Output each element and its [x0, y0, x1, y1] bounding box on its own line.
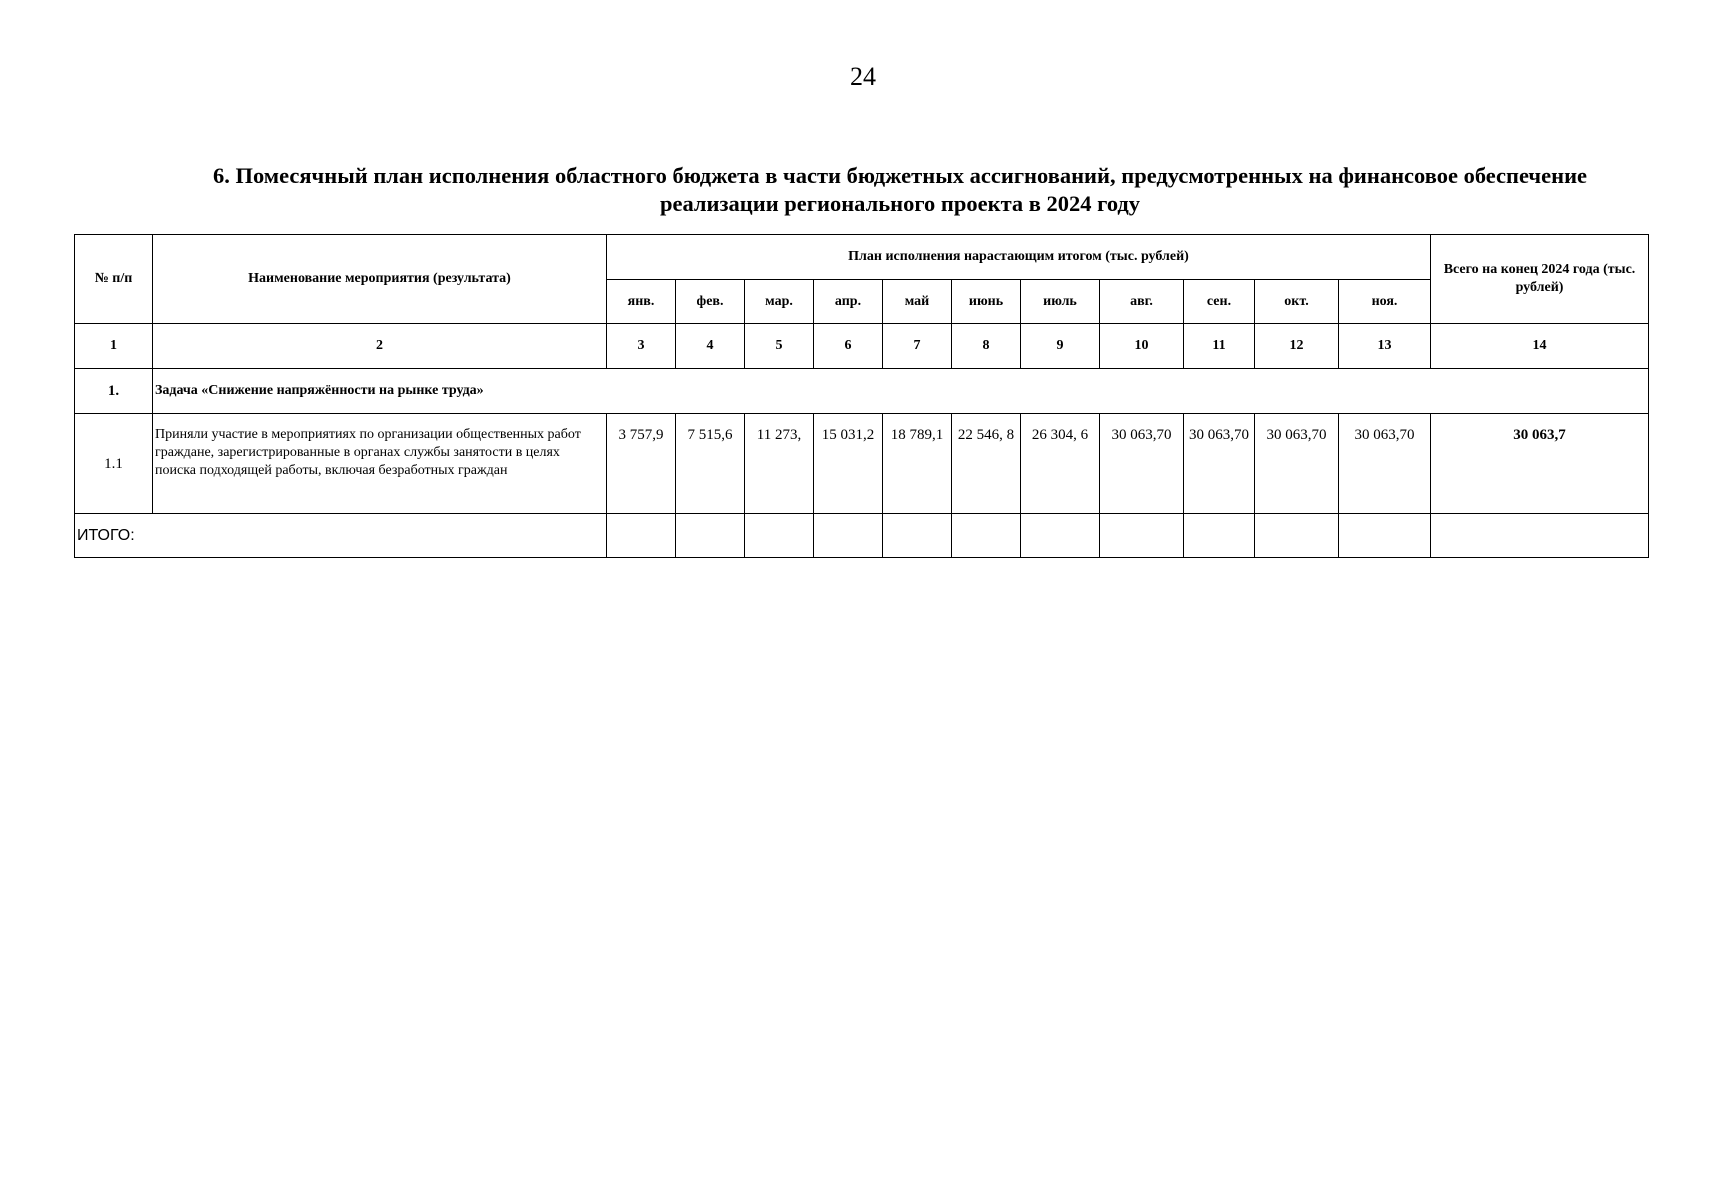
total-cell	[607, 514, 676, 558]
column-number: 11	[1184, 324, 1255, 369]
column-number: 8	[952, 324, 1021, 369]
total-cell	[952, 514, 1021, 558]
total-cell	[1100, 514, 1184, 558]
column-number: 14	[1431, 324, 1649, 369]
total-cell	[1339, 514, 1431, 558]
header-month: июль	[1021, 280, 1100, 324]
header-month: май	[883, 280, 952, 324]
column-number: 12	[1255, 324, 1339, 369]
header-month: июнь	[952, 280, 1021, 324]
header-month: окт.	[1255, 280, 1339, 324]
header-month: ноя.	[1339, 280, 1431, 324]
document-title	[75, 162, 1713, 218]
header-month: фев.	[676, 280, 745, 324]
title-line-2: реализации регионального проекта в 2024 году	[659, 191, 1141, 216]
item-value: 30 063,70	[1184, 414, 1255, 514]
task-num: 1.	[75, 369, 153, 414]
item-value: 18 789,1	[883, 414, 952, 514]
item-value: 26 304, 6	[1021, 414, 1100, 514]
header-month: сен.	[1184, 280, 1255, 324]
total-cell	[883, 514, 952, 558]
total-cell	[676, 514, 745, 558]
column-number: 3	[607, 324, 676, 369]
item-value: 3 757,9	[607, 414, 676, 514]
column-number: 6	[814, 324, 883, 369]
column-number: 10	[1100, 324, 1184, 369]
header-total: Всего на конец 2024 года (тыс. рублей)	[1431, 235, 1649, 324]
page-number: 24	[850, 62, 876, 91]
header-plan-group: План исполнения нарастающим итогом (тыс. рублей)	[607, 235, 1431, 280]
item-value: 30 063,70	[1339, 414, 1431, 514]
table-row	[75, 414, 1649, 514]
column-number: 7	[883, 324, 952, 369]
column-number: 5	[745, 324, 814, 369]
header-month: мар.	[745, 280, 814, 324]
column-number: 9	[1021, 324, 1100, 369]
column-number: 2	[153, 324, 607, 369]
header-num: № п/п	[75, 235, 153, 324]
total-cell	[1255, 514, 1339, 558]
item-value: 22 546, 8	[952, 414, 1021, 514]
total-cell	[1184, 514, 1255, 558]
item-value: 7 515,6	[676, 414, 745, 514]
item-total: 30 063,7	[1431, 414, 1649, 514]
total-cell	[814, 514, 883, 558]
item-value: 30 063,70	[1255, 414, 1339, 514]
column-number: 4	[676, 324, 745, 369]
header-month: апр.	[814, 280, 883, 324]
column-number-row	[75, 324, 1649, 369]
column-number: 13	[1339, 324, 1431, 369]
item-num: 1.1	[75, 414, 153, 514]
header-month: янв.	[607, 280, 676, 324]
item-value: 30 063,70	[1100, 414, 1184, 514]
item-value: 15 031,2	[814, 414, 883, 514]
task-text: Задача «Снижение напряжённости на рынке труда»	[153, 369, 1649, 414]
title-line-1: 6. Помесячный план исполнения областного бюджета в части бюджетных ассигнований, предусмотренных на финансовое обеспечение	[212, 163, 1588, 188]
item-value: 11 273,	[745, 414, 814, 514]
column-number: 1	[75, 324, 153, 369]
item-name: Приняли участие в мероприятиях по организации общественных работ граждане, зарегистрированные в органах службы занятости в целях поиска подходящей работы, включая безработных граждан	[153, 414, 607, 514]
budget-plan-table	[74, 234, 1649, 558]
header-month: авг.	[1100, 280, 1184, 324]
task-row	[75, 369, 1649, 414]
total-cell	[745, 514, 814, 558]
total-label: ИТОГО:	[75, 514, 607, 558]
header-name: Наименование мероприятия (результата)	[153, 235, 607, 324]
total-cell	[1021, 514, 1100, 558]
total-cell	[1431, 514, 1649, 558]
total-row	[75, 514, 1649, 558]
header-row-1	[75, 235, 1649, 280]
